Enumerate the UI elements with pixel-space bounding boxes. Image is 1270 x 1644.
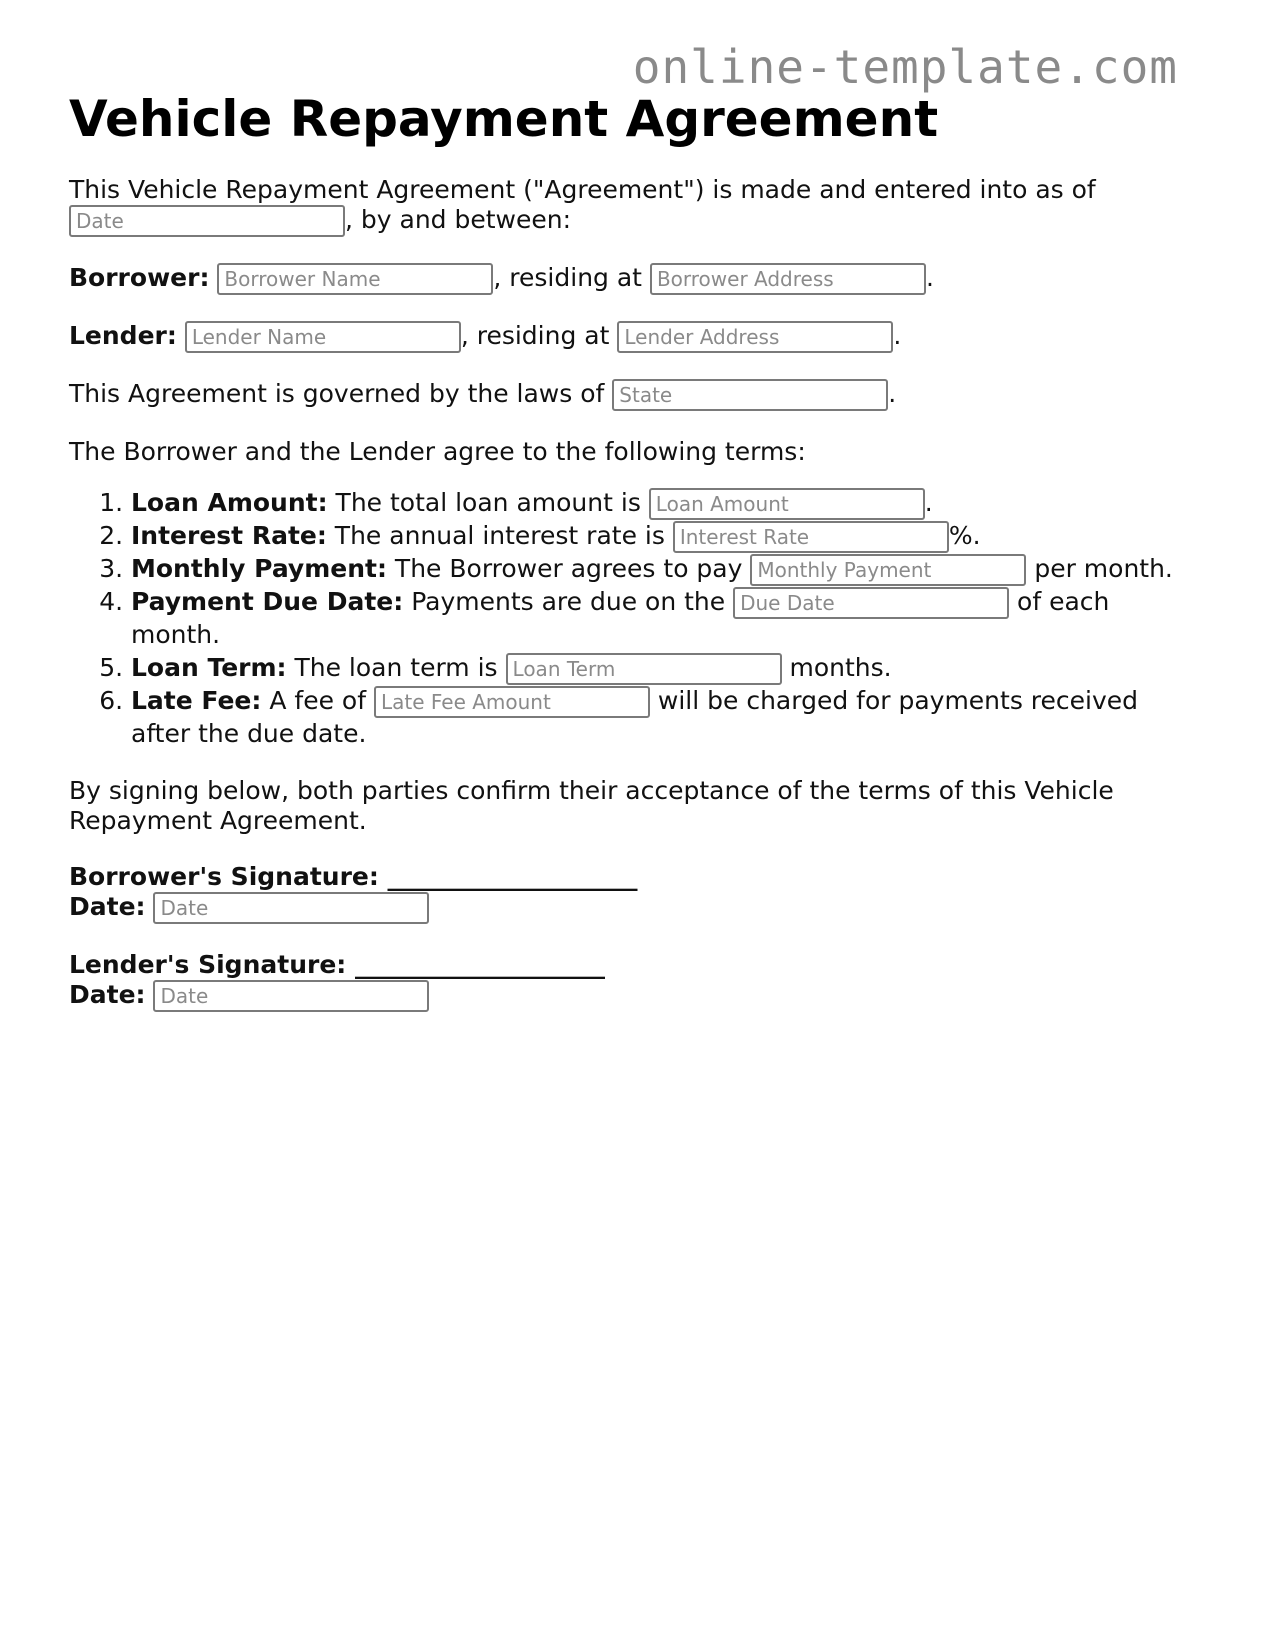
terms-intro: The Borrower and the Lender agree to the following terms: bbox=[69, 437, 806, 466]
intro-tail: , by and between: bbox=[345, 205, 572, 234]
watermark: online-template.com bbox=[632, 40, 1178, 94]
lender-label: Lender: bbox=[69, 321, 177, 350]
page-title: Vehicle Repayment Agreement bbox=[69, 90, 939, 148]
term-item-late-fee bbox=[131, 685, 1189, 751]
borrower-address-field[interactable]: Borrower Address bbox=[650, 263, 926, 295]
term-text: The annual interest rate is bbox=[326, 521, 673, 550]
term-item-loan-term bbox=[131, 652, 1189, 685]
lender-date-label: Date: bbox=[69, 980, 146, 1009]
lender-line bbox=[69, 321, 1189, 353]
agreement-date-field[interactable]: Date bbox=[69, 205, 345, 237]
lender-line-end: . bbox=[893, 321, 902, 350]
document-page bbox=[69, 85, 1189, 1012]
governed-line-end: . bbox=[888, 379, 897, 408]
borrower-line-end: . bbox=[925, 263, 934, 292]
term-text-after: . bbox=[924, 488, 933, 517]
lender-signature-line[interactable]: Lender's Signature: ____________________ bbox=[69, 950, 605, 979]
lender-address-field[interactable]: Lender Address bbox=[617, 321, 893, 353]
lender-signature-date-field[interactable]: Date bbox=[153, 980, 429, 1012]
term-item-monthly-payment bbox=[131, 553, 1189, 586]
borrower-label: Borrower: bbox=[69, 263, 210, 292]
term-label: Interest Rate: bbox=[131, 521, 327, 550]
term-text-after: per month. bbox=[1026, 554, 1173, 583]
term-text-after: of each month. bbox=[131, 587, 1110, 649]
loan-amount-field[interactable]: Loan Amount bbox=[649, 488, 925, 520]
term-text: Payments are due on the bbox=[403, 587, 734, 616]
borrower-name-field[interactable]: Borrower Name bbox=[217, 263, 493, 295]
borrower-signature-block bbox=[69, 862, 1189, 924]
term-label: Loan Term: bbox=[131, 652, 287, 682]
term-text-after: months. bbox=[781, 652, 892, 682]
intro-text: This Vehicle Repayment Agreement ("Agreement") is made and entered into as of bbox=[69, 175, 1096, 204]
term-text: The total loan amount is bbox=[327, 488, 649, 517]
loan-term-field[interactable]: Loan Term bbox=[506, 653, 782, 685]
borrower-signature-line[interactable]: Borrower's Signature: ____________________ bbox=[69, 862, 638, 891]
borrower-residing-text: , residing at bbox=[493, 263, 642, 292]
lender-residing-text: , residing at bbox=[460, 321, 610, 350]
term-item-interest-rate bbox=[131, 520, 1189, 553]
term-label: Monthly Payment: bbox=[131, 554, 387, 583]
term-label: Payment Due Date: bbox=[131, 587, 404, 616]
monthly-payment-field[interactable]: Monthly Payment bbox=[750, 554, 1026, 586]
governed-text: This Agreement is governed by the laws of bbox=[69, 379, 605, 408]
interest-rate-field[interactable]: Interest Rate bbox=[673, 521, 949, 553]
term-item-loan-amount bbox=[131, 487, 1189, 520]
borrower-line bbox=[69, 263, 1189, 295]
terms-list bbox=[69, 487, 1189, 750]
intro-paragraph bbox=[69, 175, 1189, 237]
term-text-after: will be charged for payments received after the due date. bbox=[131, 685, 1139, 748]
term-item-payment-due-date bbox=[131, 586, 1189, 652]
due-date-field[interactable]: Due Date bbox=[733, 587, 1009, 619]
term-text: The loan term is bbox=[286, 652, 506, 682]
lender-name-field[interactable]: Lender Name bbox=[185, 321, 461, 353]
term-label: Late Fee: bbox=[131, 685, 262, 715]
lender-signature-block bbox=[69, 950, 1189, 1012]
term-label: Loan Amount: bbox=[131, 488, 328, 517]
acceptance-paragraph: By signing below, both parties confirm their acceptance of the terms of this Vehicle Repayment Agreement. bbox=[69, 776, 1114, 835]
borrower-date-label: Date: bbox=[69, 892, 146, 921]
term-text-after: %. bbox=[948, 521, 981, 550]
borrower-signature-date-field[interactable]: Date bbox=[153, 892, 429, 924]
governing-law-line bbox=[69, 379, 1189, 411]
term-text: The Borrower agrees to pay bbox=[386, 554, 751, 583]
late-fee-field[interactable]: Late Fee Amount bbox=[374, 686, 650, 718]
state-field[interactable]: State bbox=[612, 379, 888, 411]
term-text: A fee of bbox=[261, 685, 374, 715]
